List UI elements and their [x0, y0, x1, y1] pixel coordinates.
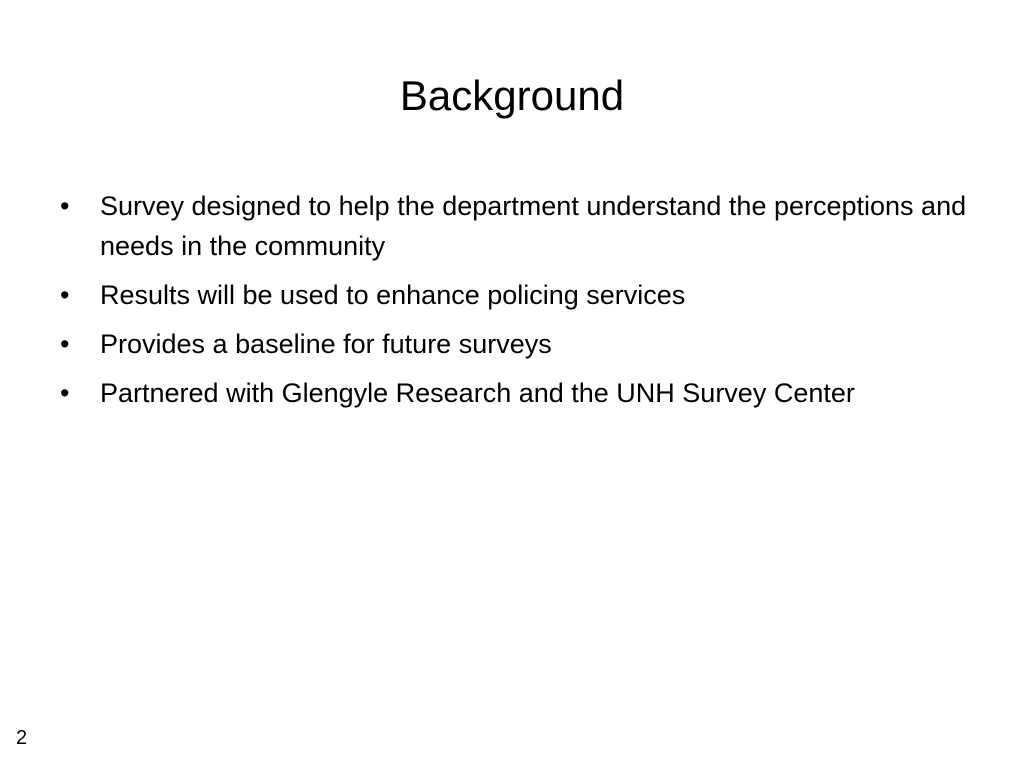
bullet-point-icon: •: [60, 329, 70, 359]
slide-title: Background: [399, 72, 625, 119]
bullet-item: [54, 324, 974, 364]
bullet-text: Provides a baseline for future surveys: [100, 329, 552, 359]
bullet-item: [54, 186, 974, 266]
page-number: 2: [16, 727, 28, 749]
bullet-item: [54, 373, 974, 413]
bullet-text: Partnered with Glengyle Research and the UNH Survey Center: [100, 378, 855, 408]
bullet-point-icon: •: [60, 191, 70, 221]
bullet-point-icon: •: [60, 378, 70, 408]
bullet-item: [54, 275, 974, 315]
bullet-text: Survey designed to help the department understand the perceptions and needs in the community: [100, 191, 967, 261]
bullet-text: Results will be used to enhance policing services: [100, 280, 686, 310]
bullet-point-icon: •: [60, 280, 70, 310]
bullet-list: [54, 186, 974, 422]
